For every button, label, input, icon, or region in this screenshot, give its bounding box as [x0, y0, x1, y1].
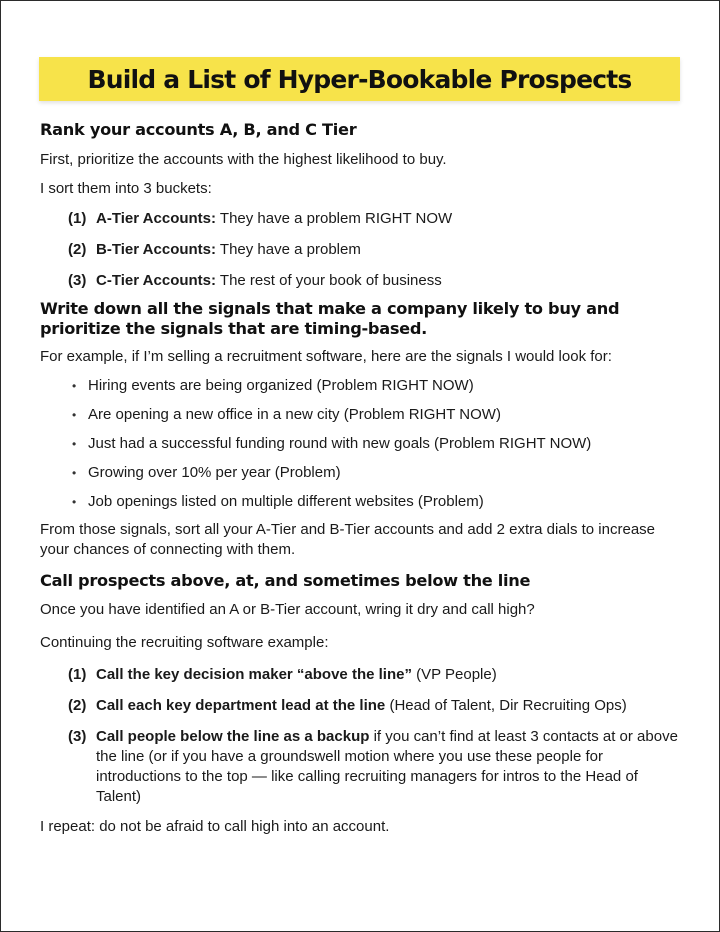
- tier-number: (1): [68, 210, 87, 227]
- tier-number: (3): [68, 272, 87, 289]
- document-body: [40, 118, 685, 837]
- step-number: (1): [68, 666, 87, 683]
- signal-item: • Hiring events are being organized (Problem RIGHT NOW): [72, 376, 685, 396]
- call-step: [68, 727, 685, 807]
- tier-label: A-Tier Accounts:: [96, 210, 217, 227]
- step-text: if you can’t find at least 3 contacts at or above the line (or if you have a groundswell motion where you use these people for introductions to the top — like calling recruiting managers for intros to the Head of Talent): [96, 728, 678, 805]
- tier-item: [68, 209, 685, 229]
- tier-text: They have a problem RIGHT NOW: [219, 210, 453, 227]
- section-heading-signals: Write down all the signals that make a company likely to buy and prioritize the signals that are timing-based.: [40, 299, 620, 338]
- tier-item: [68, 271, 685, 291]
- call-step: [68, 696, 685, 716]
- step-bold: Call the key decision maker “above the line”: [96, 666, 412, 683]
- signals-intro: For example, if I’m selling a recruitment software, here are the signals I would look for:: [40, 348, 612, 365]
- step-number: (3): [68, 728, 87, 745]
- signal-item: • Growing over 10% per year (Problem): [72, 463, 685, 483]
- signal-item: • Job openings listed on multiple different websites (Problem): [72, 492, 685, 512]
- title-banner: [39, 57, 680, 101]
- call-step: [68, 665, 685, 685]
- page-title: Build a List of Hyper-Bookable Prospects: [87, 64, 632, 94]
- signal-item: • Just had a successful funding round with new goals (Problem RIGHT NOW): [72, 434, 685, 454]
- call-continuing: Continuing the recruiting software example:: [40, 634, 329, 651]
- call-steps-list: [40, 665, 685, 807]
- closing-line: I repeat: do not be afraid to call high into an account.: [40, 818, 390, 835]
- signal-item: • Are opening a new office in a new city (Problem RIGHT NOW): [72, 405, 685, 425]
- step-bold: Call people below the line as a backup: [96, 728, 370, 745]
- tier-number: (2): [68, 241, 87, 258]
- signals-outro: From those signals, sort all your A-Tier and B-Tier accounts and add 2 extra dials to increase your chances of connecting with them.: [40, 521, 656, 558]
- rank-intro: First, prioritize the accounts with the highest likelihood to buy.: [40, 151, 447, 168]
- section-heading-rank: Rank your accounts A, B, and C Tier: [40, 120, 357, 139]
- section-heading-call: Call prospects above, at, and sometimes below the line: [40, 571, 531, 590]
- step-text: (Head of Talent, Dir Recruiting Ops): [385, 697, 627, 714]
- tier-list: [40, 209, 685, 291]
- tier-label: B-Tier Accounts:: [96, 241, 217, 258]
- tier-item: [68, 240, 685, 260]
- step-number: (2): [68, 697, 87, 714]
- tier-label: C-Tier Accounts:: [96, 272, 217, 289]
- rank-sort-line: I sort them into 3 buckets:: [40, 180, 212, 197]
- step-bold: Call each key department lead at the line: [96, 697, 386, 714]
- step-text: (VP People): [411, 666, 497, 683]
- tier-text: The rest of your book of business: [219, 272, 442, 289]
- signals-list: [40, 376, 685, 512]
- call-intro: Once you have identified an A or B-Tier account, wring it dry and call high?: [40, 601, 535, 618]
- tier-text: They have a problem: [219, 241, 361, 258]
